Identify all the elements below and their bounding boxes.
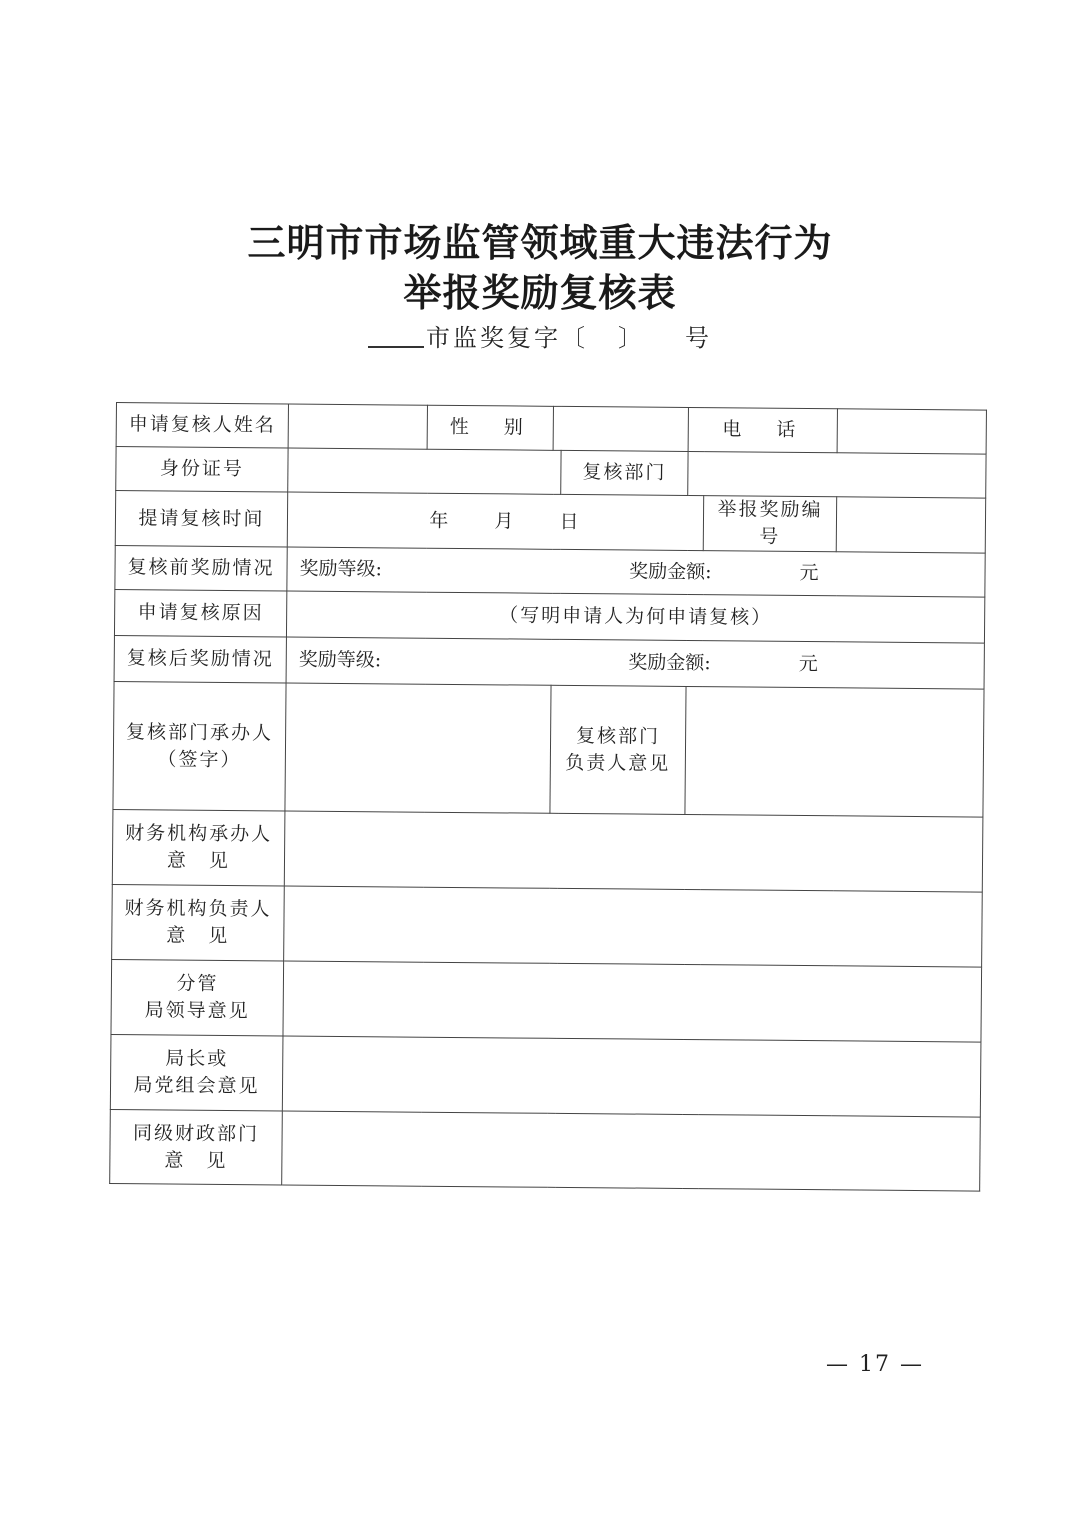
row-handler (113, 681, 984, 817)
id-number-field[interactable] (288, 448, 561, 494)
review-reason-hint: （写明申请人为何申请复核） (499, 604, 773, 629)
row-finance-dept (110, 1109, 981, 1191)
row-leader (111, 959, 982, 1042)
director-opinion-field[interactable] (282, 1036, 981, 1117)
after-reward-label: 复核后奖励情况 (114, 635, 286, 682)
gender-label: 性 别 (427, 405, 553, 450)
review-dept-field[interactable] (688, 451, 986, 498)
bracket-close: 〕 (618, 324, 645, 352)
review-dept-label: 复核部门 (561, 450, 688, 495)
finance-dept-line2: 意 见 (164, 1148, 228, 1172)
finance-head-label (112, 884, 285, 960)
date-day: 日 (559, 510, 579, 533)
row-director (110, 1034, 981, 1117)
leader-label (111, 959, 284, 1035)
phone-label: 电 话 (688, 407, 837, 452)
date-month: 月 (494, 509, 514, 532)
phone-field[interactable] (837, 409, 986, 454)
row-before-reward (115, 545, 985, 597)
after-reward-field[interactable] (286, 637, 984, 689)
before-reward-label: 复核前奖励情况 (115, 545, 287, 590)
finance-handler-line2: 意 见 (166, 849, 231, 873)
bracket-open: 〔 (561, 324, 588, 352)
form-title-line-1: 三明市市场监管领域重大违法行为 (247, 220, 833, 265)
reward-number-label: 举报奖励编号 (703, 496, 836, 552)
handler-label-line1: 复核部门承办人 (126, 720, 274, 744)
row-review-reason (114, 589, 984, 643)
document-number (0, 318, 1080, 353)
leader-line1: 分管 (176, 972, 219, 995)
gender-field[interactable] (553, 406, 688, 451)
review-reason-field[interactable] (286, 591, 984, 643)
before-reward-unit: 元 (799, 561, 819, 585)
handler-signature-field[interactable] (285, 683, 551, 813)
director-line1: 局长或 (165, 1047, 229, 1071)
dept-head-opinion-field[interactable] (685, 686, 984, 817)
row-request-time (115, 491, 985, 554)
before-reward-field[interactable] (287, 547, 985, 597)
dept-head-label (550, 685, 686, 814)
row-id-number (116, 447, 986, 499)
finance-handler-line1: 财务机构承办人 (125, 822, 273, 846)
finance-dept-opinion-field[interactable] (282, 1111, 981, 1191)
after-reward-unit: 元 (798, 652, 818, 676)
finance-head-opinion-field[interactable] (284, 886, 983, 967)
before-reward-amount-label: 奖励金额: (629, 560, 712, 584)
finance-handler-label (112, 809, 285, 885)
id-number-label: 身份证号 (116, 447, 288, 492)
director-line2: 局党组会意见 (133, 1074, 260, 1098)
finance-handler-opinion-field[interactable] (284, 811, 983, 892)
row-finance-handler (112, 809, 983, 892)
finance-dept-label (110, 1109, 283, 1184)
after-reward-level-label: 奖励等级: (298, 648, 382, 672)
handler-label (113, 681, 286, 810)
doc-number-blank[interactable] (368, 346, 424, 348)
before-reward-level-label: 奖励等级: (299, 557, 383, 581)
leader-line2: 局领导意见 (144, 999, 250, 1023)
doc-number-suffix: 号 (685, 324, 712, 352)
after-reward-amount-label: 奖励金额: (628, 651, 711, 675)
row-after-reward (114, 635, 984, 689)
review-reason-label: 申请复核原因 (114, 589, 286, 636)
dept-head-line2: 负责人意见 (565, 751, 671, 775)
review-form-table (109, 402, 987, 1192)
form-title-line-2: 举报奖励复核表 (403, 270, 677, 315)
row-applicant (116, 403, 986, 455)
applicant-name-field[interactable] (288, 404, 427, 449)
director-label (110, 1034, 283, 1110)
applicant-name-label: 申请复核人姓名 (116, 403, 288, 448)
request-date-field[interactable] (287, 492, 703, 551)
finance-dept-line1: 同级财政部门 (133, 1121, 260, 1145)
doc-number-prefix: 市监奖复字 (426, 324, 561, 352)
finance-head-line1: 财务机构负责人 (124, 897, 272, 921)
finance-head-line2: 意 见 (166, 924, 230, 948)
handler-label-line2: （签字） (157, 747, 242, 771)
request-time-label: 提请复核时间 (115, 491, 287, 547)
date-year: 年 (429, 509, 449, 532)
leader-opinion-field[interactable] (283, 961, 982, 1042)
page-number: — 17 — (826, 1352, 924, 1377)
row-finance-head (112, 884, 983, 967)
reward-number-field[interactable] (836, 497, 985, 553)
dept-head-line1: 复核部门 (575, 724, 661, 748)
